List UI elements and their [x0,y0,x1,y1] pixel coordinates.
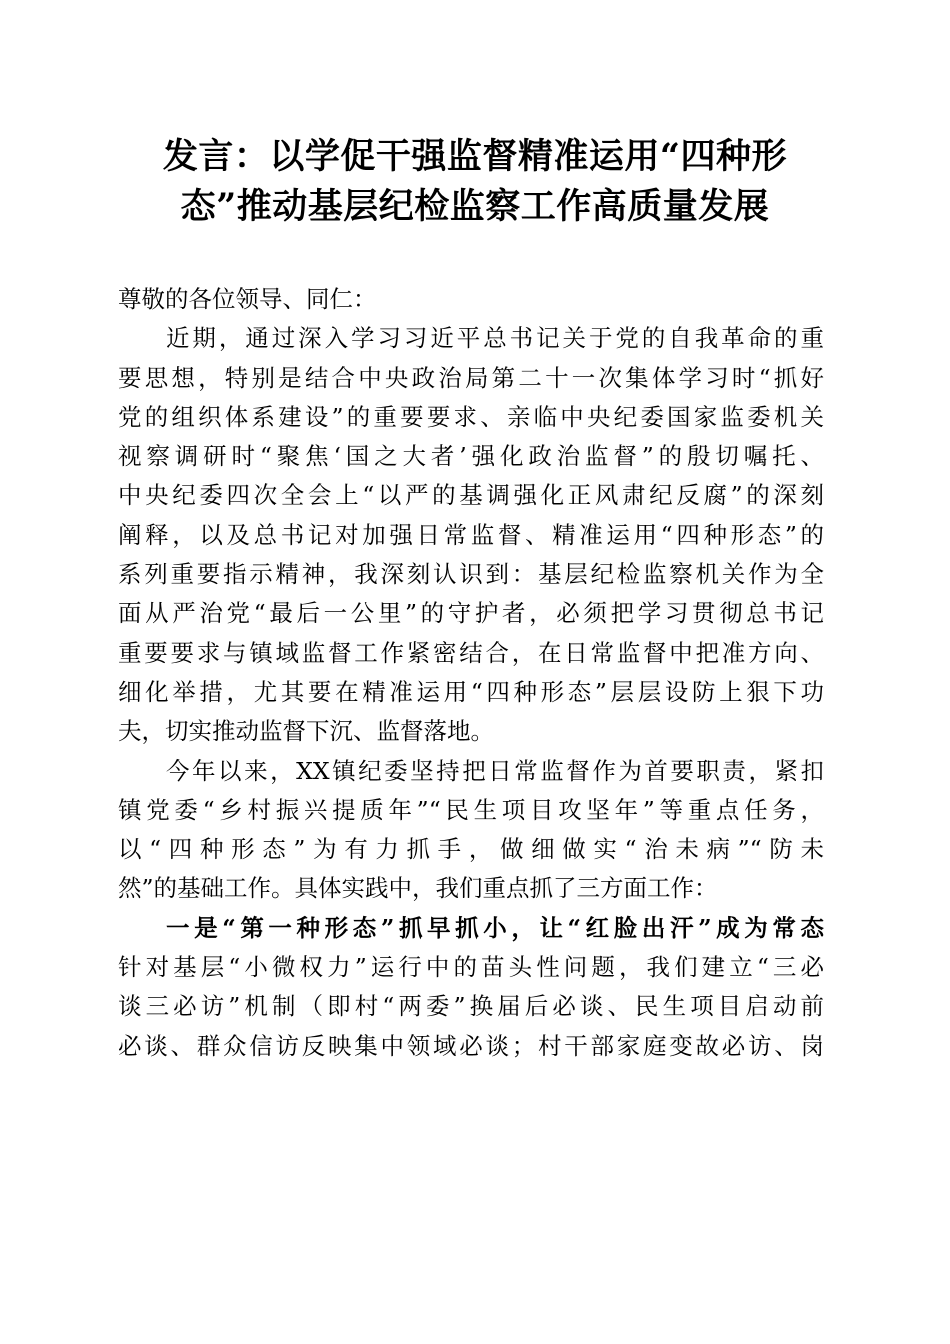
paragraph-1 [118,319,824,751]
text-line: 镇党委“乡村振兴提质年”“民生项目攻坚年”等重点任务， [118,795,824,824]
text-line: 要思想，特别是结合中央政治局第二十一次集体学习时“抓好 [118,363,824,392]
text-line: 然”的基础工作。具体实践中，我们重点抓了三方面工作： [118,874,718,903]
text-line: 面从严治党“最后一公里”的守护者，必须把学习贯彻总书记 [118,599,824,628]
text-line: 系列重要指示精神，我深刻认识到：基层纪检监察机关作为全 [118,560,824,589]
text-line: 党的组织体系建设”的重要要求、亲临中央纪委国家监委机关 [118,402,824,431]
text-line: 阐释，以及总书记对加强日常监督、精准运用“四种形态”的 [118,520,824,549]
text-line: 以“四种形态”为有力抓手，做细做实“治未病”“防未 [118,835,824,864]
text-line: 夫，切实推动监督下沉、监督落地。 [118,717,494,746]
salutation: 尊敬的各位领导、同仁： [118,285,377,313]
text-line: 细化举措，尤其要在精准运用“四种形态”层层设防上狠下功 [118,677,824,706]
text-line: 针对基层“小微权力”运行中的苗头性问题，我们建立“三必 [118,953,824,982]
text-line: 谈三必访”机制（即村“两委”换届后必谈、民生项目启动前 [118,992,824,1021]
paragraph-3 [118,948,824,1066]
text-line: 必谈、群众信访反映集中领域必谈；村干部家庭变故必访、岗 [118,1031,824,1060]
section-heading: 一是“第一种形态”抓早抓小，让“红脸出汗”成为常态 [166,913,824,942]
text-line: 视察调研时“聚焦‘国之大者’强化政治监督”的殷切嘱托、 [118,442,824,471]
text-line: 中央纪委四次全会上“以严的基调强化正风肃纪反腐”的深刻 [118,481,824,510]
document-title [120,132,830,232]
paragraph-2 [118,752,824,909]
text-line: 今年以来，XX镇纪委坚持把日常监督作为首要职责，紧扣 [166,756,824,785]
title-line: 态”推动基层纪检监察工作高质量发展 [180,186,770,227]
title-line: 发言：以学促干强监督精准运用“四种形 [162,136,788,177]
text-line: 重要要求与镇域监督工作紧密结合，在日常监督中把准方向、 [118,638,824,667]
text-line: 近期，通过深入学习习近平总书记关于党的自我革命的重 [166,324,824,353]
document-body [118,280,824,1066]
